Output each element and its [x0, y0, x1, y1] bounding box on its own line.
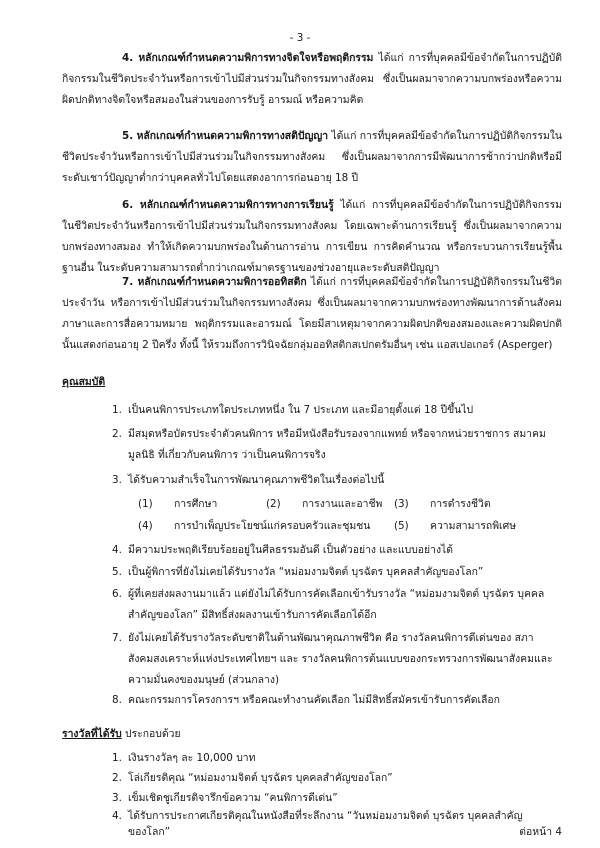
- item-text: ได้รับความสำเร็จในการพัฒนาคุณภาพชีวิตในเรื่องต่อไปนี้: [128, 474, 385, 486]
- sub-number: (3): [394, 498, 409, 510]
- list-item: [112, 562, 562, 583]
- award-item: [112, 808, 532, 840]
- list-item: [112, 400, 562, 421]
- sub-list-row: [138, 494, 578, 516]
- criterion-title: หลักเกณฑ์กำหนดความพิการออทิสติก: [137, 276, 307, 288]
- list-item: [112, 540, 562, 561]
- item-number: 5.: [112, 566, 122, 578]
- list-item: [112, 470, 562, 491]
- sub-list-row: [138, 516, 578, 538]
- sub-text: การศึกษา: [174, 498, 218, 510]
- criterion-body: ได้แก่ การที่บุคคลมีข้อจำกัดในการปฏิบัติกิจกรรมในชีวิตประจำวัน หรือการเข้าไปมีส่วนร่วมในกิจกรรมทางสังคม ซึ่งเป็นผลมาจากความบกพร่องทางพัฒนาการด้านสังคม ภาษาและการสื่อความหมาย พฤติกรรมและอารมณ์ โดยมีสาเหตุมาจากความผิดปกติของสมองและความผิดปกตินั้นแสดงก่อนอายุ 2 ปีครึ่ง ทั้งนี้ ให้รวมถึงการวินิจฉัยกลุ่มออทิสติกสเปกตรัมอื่นๆ เช่น แอสเปอเกอร์ (Asperger): [62, 276, 562, 351]
- sub-text: การบำเพ็ญประโยชน์แก่ครอบครัวและชุมชน: [174, 520, 371, 532]
- item-text: เงินรางวัลๆ ละ 10,000 บาท: [128, 752, 256, 764]
- award-item: [112, 748, 562, 769]
- criterion-body: ได้แก่ การที่บุคคลมีข้อจำกัดในการปฏิบัติกิจกรรมในชีวิตประจำวันหรือการเข้าไปมีส่วนร่วมในกิจกรรมทางสังคม ซึ่งเป็นผลมาจากการมีพัฒนาการช้ากว่าปกติหรือมีระดับเชาว์ปัญญาต่ำกว่าบุคคลทั่วไปโดยแสดงอาการก่อนอายุ 18 ปี: [62, 130, 562, 184]
- item-number: 4.: [112, 544, 122, 556]
- list-item: [112, 424, 562, 466]
- item-text: เป็นผู้พิการที่ยังไม่เคยได้รับรางวัล “หม่อมงามจิตต์ บุรฉัตร บุคคลสำคัญของโลก”: [128, 566, 484, 578]
- item-text: ยังไม่เคยได้รับรางวัลระดับชาติในด้านพัฒนาคุณภาพชีวิต คือ รางวัลคนพิการดีเด่นของ สภาสังคมสงเคราะห์แห่งประเทศไทยฯ และ รางวัลคนพิการต้นแบบของกระทรวงการพัฒนาสังคมและความมั่นคงของมนุษย์ (ส่วนกลาง): [128, 632, 553, 686]
- criterion-title: หลักเกณฑ์กำหนดความพิการทางจิตใจหรือพฤติกรรม: [138, 52, 374, 64]
- item-text: ผู้ที่เคยส่งผลงานมาแล้ว แต่ยังไม่ได้รับการคัดเลือกเข้ารับรางวัล “หม่อมงามจิตต์ บุรฉัตร บุคคลสำคัญของโลก” มีสิทธิ์ส่งผลงานเข้ารับการคัดเลือกได้อีก: [128, 588, 545, 621]
- criterion-title: หลักเกณฑ์กำหนดความพิการทางการเรียนรู้: [139, 199, 334, 211]
- sub-number: (5): [394, 520, 409, 532]
- criterion-body: ได้แก่ การที่บุคคลมีข้อจำกัดในการปฏิบัติกิจกรรมในชีวิตประจำวันหรือการเข้าไปมีส่วนร่วมในกิจกรรมทางสังคม โดยเฉพาะด้านการเรียนรู้ ซึ่งเป็นผลมาจากความบกพร่องทางสมอง ทำให้เกิดความบกพร่องในด้านการอ่าน การเขียน การคิดคำนวณ หรือกระบวนการเรียนรู้พื้นฐานอื่น ในระดับความสามารถต่ำกว่าเกณฑ์มาตรฐานของช่วงอายุและระดับสติปัญญา: [62, 199, 562, 274]
- criterion-5: [62, 126, 562, 189]
- sub-number: (4): [138, 520, 153, 532]
- award-item: [112, 788, 562, 809]
- awards-heading-line: [62, 724, 181, 745]
- criterion-num: 5.: [122, 130, 134, 142]
- list-item: [112, 690, 562, 711]
- list-item: [112, 628, 562, 691]
- item-number: 8.: [112, 694, 122, 706]
- item-text: เข็มเชิดชูเกียรติจารึกข้อความ “คนพิการดีเด่น”: [128, 792, 338, 804]
- continued-note: ต่อหน้า 4: [519, 826, 562, 838]
- award-item: [112, 768, 562, 789]
- criterion-6: [62, 195, 562, 279]
- criterion-title: หลักเกณฑ์กำหนดความพิการทางสติปัญญา: [136, 130, 329, 142]
- item-text: ได้รับการประกาศเกียรติคุณในหนังสือที่ระลึกงาน “วันหม่อมงามจิตต์ บุรฉัตร บุคคลสำคัญของโลก”: [128, 810, 523, 838]
- item-number: 7.: [112, 632, 122, 644]
- item-text: มีสมุดหรือบัตรประจำตัวคนพิการ หรือมีหนังสือรับรองจากแพทย์ หรือจากหน่วยราชการ สมาคม มูลนิธิ ที่เกี่ยวกับคนพิการ ว่าเป็นคนพิการจริง: [128, 428, 546, 461]
- item-text: เป็นคนพิการประเภทใดประเภทหนึ่ง ใน 7 ประเภท และมีอายุตั้งแต่ 18 ปีขึ้นไป: [128, 404, 474, 416]
- criterion-num: 7.: [122, 276, 134, 288]
- criterion-4: [62, 48, 562, 111]
- sub-text: ความสามารถพิเศษ: [430, 520, 517, 532]
- sub-number: (1): [138, 498, 153, 510]
- list-item: [112, 584, 562, 626]
- sub-text: การดำรงชีวิต: [430, 498, 491, 510]
- awards-heading-tail: ประกอบด้วย: [121, 728, 181, 740]
- item-number: 6.: [112, 588, 122, 600]
- sub-text: การงานและอาชีพ: [302, 498, 383, 510]
- item-number: 3.: [112, 792, 122, 804]
- item-number: 4.: [112, 810, 122, 822]
- item-text: คณะกรรมการโครงการฯ หรือคณะทำงานคัดเลือก ไม่มีสิทธิ์สมัครเข้ารับการคัดเลือก: [128, 694, 500, 706]
- item-text: มีความประพฤติเรียบร้อยอยู่ในศีลธรรมอันดี เป็นตัวอย่าง และแบบอย่างได้: [128, 544, 454, 556]
- qualifications-heading: คุณสมบัติ: [62, 376, 106, 388]
- sub-number: (2): [266, 498, 281, 510]
- item-number: 1.: [112, 404, 122, 416]
- item-number: 1.: [112, 752, 122, 764]
- criterion-title: 4.: [122, 52, 134, 64]
- item-text: โล่เกียรติคุณ “หม่อมงามจิตต์ บุรฉัตร บุคคลสำคัญของโลก”: [128, 772, 393, 784]
- criterion-body: ได้แก่ การที่บุคคลมีข้อจำกัดในการปฏิบัติกิจกรรมในชีวิตประจำวันหรือการเข้าไปมีส่วนร่วมในกิจกรรมทางสังคม ซึ่งเป็นผลมาจากความบกพร่องหรือความผิดปกติทางจิตใจหรือสมองในส่วนของการรับรู้ อารมณ์ หรือความคิด: [62, 52, 562, 106]
- item-number: 2.: [112, 772, 122, 784]
- item-number: 3.: [112, 474, 122, 486]
- criterion-num: 6.: [122, 199, 134, 211]
- criterion-7: [62, 272, 562, 356]
- awards-heading: รางวัลที่ได้รับ: [62, 728, 122, 740]
- page-number: - 3 -: [289, 32, 311, 44]
- item-number: 2.: [112, 428, 122, 440]
